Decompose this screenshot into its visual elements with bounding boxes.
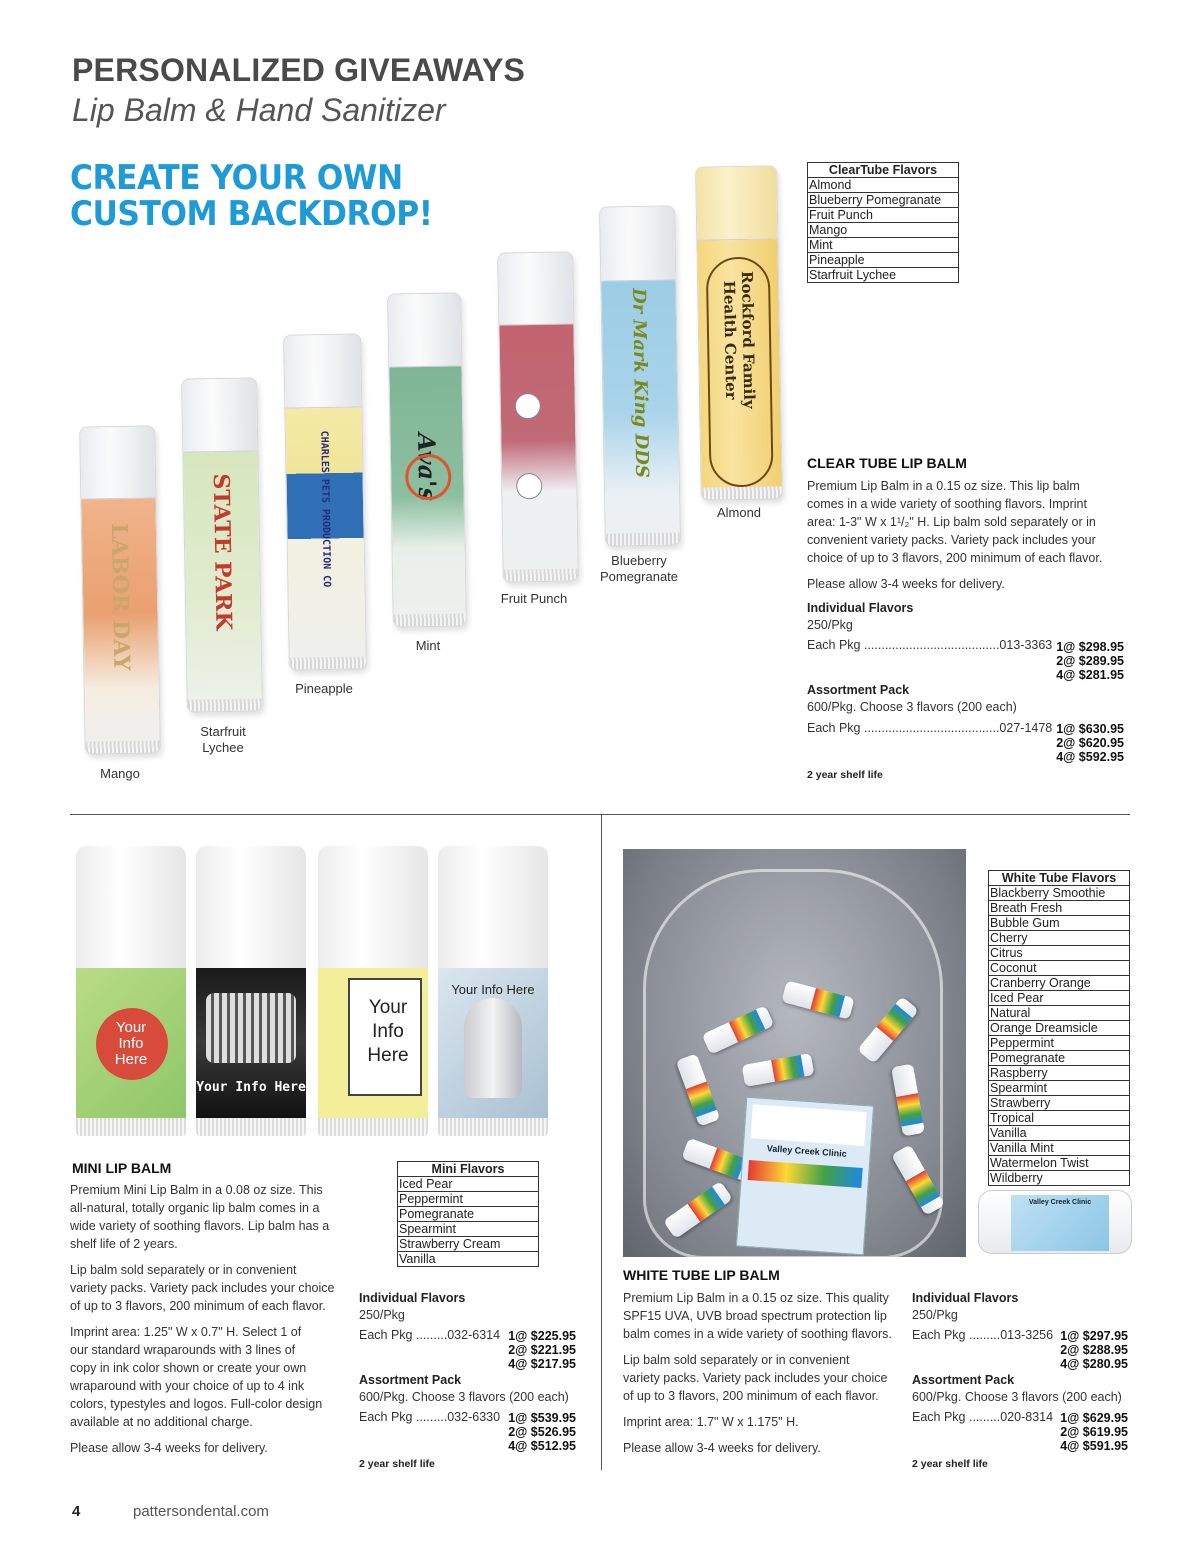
price-tier: 2@ $289.95 — [1056, 654, 1124, 668]
mini-tube-1-text: Here — [114, 1051, 148, 1068]
table-row: Coconut — [989, 961, 1129, 976]
caption-blueberry — [594, 553, 684, 585]
mini-description — [70, 1181, 350, 1457]
white-assort-label: Assortment Pack — [912, 1373, 1015, 1387]
desc-line: Premium Lip Balm in a 0.15 oz size. This lip balm — [807, 479, 1080, 493]
desc-line: convenient variety packs. Variety pack includes your — [807, 533, 1096, 547]
mini-tube-1 — [76, 846, 186, 1136]
clear-assort-sku: Each Pkg .......................................027-1478 — [807, 721, 1053, 735]
caption-mint: Mint — [415, 638, 441, 653]
desc-line: comes in a wide variety of soothing flavors. Imprint — [807, 497, 1087, 511]
table-row: Bubble Gum — [989, 916, 1129, 931]
table-header: Mini Flavors — [398, 1162, 538, 1177]
desc-line: variety packs. Variety pack includes your choice — [623, 1371, 888, 1385]
tube-label-almond — [720, 271, 758, 409]
price-tier: 1@ $539.95 — [508, 1411, 576, 1425]
table-row: Mint — [808, 238, 958, 253]
desc-line: Imprint area: 1.7" W x 1.175" H. — [623, 1415, 799, 1429]
price-tier: 2@ $526.95 — [508, 1425, 576, 1439]
mini-assort-sku: Each Pkg .........032-6330 — [359, 1410, 501, 1424]
page-number: 4 — [72, 1503, 81, 1520]
table-row: Natural — [989, 1006, 1129, 1021]
table-row: Blackberry Smoothie — [989, 886, 1129, 901]
table-header: ClearTube Flavors — [808, 163, 958, 178]
white-individual-sku: Each Pkg .........013-3256 — [912, 1328, 1054, 1342]
desc-line: of up to 3 flavors, 200 minimum of each flavor. — [70, 1299, 326, 1313]
price-tier: 4@ $280.95 — [1060, 1357, 1128, 1371]
table-row: Starfruit Lychee — [809, 268, 897, 282]
mini-tube-4-text: Your Info Here — [451, 982, 535, 997]
caption-starfruit-2: Lychee — [202, 740, 244, 755]
white-individual-label: Individual Flavors — [912, 1291, 1019, 1305]
desc-line: wraparound with your choice of up to 4 ink — [70, 1379, 305, 1393]
tube-fruit-punch — [497, 251, 579, 582]
caption-starfruit-1: Starfruit — [200, 724, 246, 739]
page-subtitle: Lip Balm & Hand Sanitizer — [72, 92, 446, 128]
desc-line: area: 1-3" W x 1¹/₂" H. Lip balm sold separately or in — [807, 515, 1096, 529]
cleartube-flavors-table — [807, 162, 959, 283]
desc-line: Please allow 3-4 weeks for delivery. — [623, 1441, 821, 1455]
table-row: Pineapple — [808, 253, 958, 268]
caption-pineapple: Pineapple — [295, 681, 353, 696]
desc-line: Premium Mini Lip Balm in a 0.08 oz size. This — [70, 1183, 323, 1197]
white-flavors-table — [988, 870, 1130, 1186]
price-tier: 1@ $630.95 — [1056, 722, 1124, 736]
mini-individual-qty: 250/Pkg — [359, 1308, 405, 1322]
desc-line: SPF15 UVA, UVB broad spectrum protection lip — [623, 1309, 887, 1323]
table-row: Cranberry Orange — [989, 976, 1129, 991]
mini-tube-1-text: Your — [115, 1019, 147, 1036]
table-row: Pomegranate — [989, 1051, 1129, 1066]
desc-line: available at no additional charge. — [70, 1415, 253, 1429]
table-row: Spearmint — [989, 1081, 1129, 1096]
mini-title: MINI LIP BALM — [72, 1160, 172, 1176]
mini-individual-label: Individual Flavors — [359, 1291, 466, 1305]
table-row: Iced Pear — [989, 991, 1129, 1006]
price-tier: 4@ $512.95 — [508, 1439, 576, 1453]
table-row: Peppermint — [398, 1192, 538, 1207]
small-tube-label: Valley Creek Clinic — [1011, 1195, 1109, 1251]
clear-individual-prices — [1030, 640, 1124, 682]
white-assort-qty: 600/Pkg. Choose 3 flavors (200 each) — [912, 1390, 1122, 1404]
table-row: Strawberry — [989, 1096, 1129, 1111]
clear-tube-description — [807, 477, 1137, 567]
table-row: Raspberry — [989, 1066, 1129, 1081]
desc-line: of up to 3 flavors, 200 minimum of each flavor. — [623, 1389, 879, 1403]
page-title: PERSONALIZED GIVEAWAYS — [72, 52, 526, 88]
caption-starfruit — [190, 724, 256, 756]
price-tier: 4@ $217.95 — [508, 1357, 576, 1371]
banner-line-2: CUSTOM BACKDROP! — [70, 194, 433, 234]
clear-individual-qty: 250/Pkg — [807, 618, 853, 632]
price-tier: 1@ $225.95 — [508, 1329, 576, 1343]
table-row: Breath Fresh — [989, 901, 1129, 916]
mini-assort-label: Assortment Pack — [359, 1373, 462, 1387]
table-row: Pomegranate — [398, 1207, 538, 1222]
white-assort-sku: Each Pkg .........020-8314 — [912, 1410, 1054, 1424]
table-row: Strawberry Cream — [398, 1237, 538, 1252]
price-tier: 2@ $221.95 — [508, 1343, 576, 1357]
desc-line: our standard wraparounds with 3 lines of — [70, 1343, 296, 1357]
table-row: Tropical — [989, 1111, 1129, 1126]
clear-assort-prices — [1030, 722, 1124, 764]
mini-assort-prices — [498, 1411, 576, 1453]
mini-tube-3-text: Your — [368, 997, 408, 1018]
caption-mango: Mango — [100, 766, 140, 781]
tube-almond — [695, 165, 783, 500]
price-tier: 2@ $620.95 — [1056, 736, 1124, 750]
table-row: Fruit Punch — [808, 208, 958, 223]
tube-pineapple — [283, 333, 367, 670]
clear-assort-qty: 600/Pkg. Choose 3 flavors (200 each) — [807, 700, 1017, 714]
tube-mango — [79, 425, 161, 754]
table-row: Almond — [808, 178, 958, 193]
clear-tube-delivery: Please allow 3-4 weeks for delivery. — [807, 577, 1005, 591]
white-individual-qty: 250/Pkg — [912, 1308, 958, 1322]
desc-line: all-natural, totally organic lip balm comes in a — [70, 1201, 320, 1215]
mini-individual-sku: Each Pkg .........032-6314 — [359, 1328, 501, 1342]
desc-line: balm comes in a wide variety of soothing flavors. — [623, 1327, 892, 1341]
white-assort-prices — [1050, 1411, 1128, 1453]
mini-tube-2-text: Your Info Here — [196, 1080, 306, 1095]
banner-line-1: CREATE YOUR OWN — [70, 158, 403, 198]
mini-tube-3-text: Info — [372, 1021, 404, 1042]
desc-line: Lip balm sold separately or in convenient — [623, 1353, 850, 1367]
section-divider-vertical — [601, 815, 602, 1470]
white-individual-prices — [1050, 1329, 1128, 1371]
table-row: Iced Pear — [398, 1177, 538, 1192]
table-row: Vanilla — [399, 1252, 436, 1266]
clear-assort-label: Assortment Pack — [807, 683, 910, 697]
price-tier: 4@ $591.95 — [1060, 1439, 1128, 1453]
mini-tube-4 — [438, 846, 548, 1136]
mini-shelf-life: 2 year shelf life — [359, 1458, 435, 1470]
tube-label-starfruit: STATE PARK — [207, 472, 237, 631]
mini-tube-3-text: Here — [367, 1045, 409, 1066]
table-row: Watermelon Twist — [989, 1156, 1129, 1171]
tube-label-almond-2: Health Center — [720, 280, 741, 400]
desc-line: Imprint area: 1.25" W x 0.7" H. Select 1 of — [70, 1325, 302, 1339]
desc-line: Please allow 3-4 weeks for delivery. — [70, 1441, 268, 1455]
tube-label-blueberry: Dr Mark King DDS — [627, 287, 653, 478]
mini-individual-prices — [498, 1329, 576, 1371]
price-tier: 1@ $629.95 — [1060, 1411, 1128, 1425]
white-shelf-life: 2 year shelf life — [912, 1458, 988, 1470]
desc-line: wide variety of soothing flavors. Lip balm has a — [70, 1219, 330, 1233]
tube-label-mint: Ava's — [412, 432, 443, 501]
desc-line: choice of up to 3 flavors, 200 minimum of each flavor. — [807, 551, 1103, 565]
small-white-tube — [978, 1190, 1132, 1254]
clear-individual-label: Individual Flavors — [807, 601, 914, 615]
clear-shelf-life: 2 year shelf life — [807, 769, 883, 781]
desc-line: shelf life of 2 years. — [70, 1237, 178, 1251]
table-row: Cherry — [989, 931, 1129, 946]
table-header: White Tube Flavors — [989, 871, 1129, 886]
table-row: Wildberry — [990, 1171, 1043, 1185]
tube-blueberry — [599, 205, 681, 546]
caption-almond: Almond — [716, 505, 762, 520]
tube-label-almond-1: Rockford Family — [737, 270, 759, 409]
mini-tube-3 — [318, 846, 428, 1136]
mini-assort-qty: 600/Pkg. Choose 3 flavors (200 each) — [359, 1390, 569, 1404]
table-row: Citrus — [989, 946, 1129, 961]
tube-label-pineapple: CHARLES PETS PRODUCTION CO — [318, 430, 332, 588]
mini-flavors-table — [397, 1161, 539, 1267]
caption-blueberry-2: Pomegranate — [599, 569, 679, 584]
table-row: Orange Dreamsicle — [989, 1021, 1129, 1036]
footer-url[interactable]: pattersondental.com — [133, 1503, 269, 1520]
price-tier: 4@ $592.95 — [1056, 750, 1124, 764]
clear-individual-sku: Each Pkg .......................................013-3363 — [807, 638, 1053, 652]
desc-line: copy in ink color shown or create your own — [70, 1361, 307, 1375]
caption-fruit-punch: Fruit Punch — [500, 591, 568, 606]
desc-line: Lip balm sold separately or in convenient — [70, 1263, 297, 1277]
desc-line: Premium Lip Balm in a 0.15 oz size. This quality — [623, 1291, 889, 1305]
tube-label-mango: LABOR DAY — [105, 522, 135, 671]
clear-tube-title: CLEAR TUBE LIP BALM — [807, 455, 967, 471]
jar-clinic-name: Valley Creek Clinic — [766, 1143, 848, 1159]
tube-starfruit — [181, 377, 263, 712]
banner-headline — [70, 160, 433, 232]
table-row: Spearmint — [398, 1222, 538, 1237]
table-row: Peppermint — [989, 1036, 1129, 1051]
desc-line: variety packs. Variety pack includes your choice — [70, 1281, 335, 1295]
section-divider-horizontal — [70, 814, 1130, 815]
table-row: Vanilla Mint — [989, 1141, 1129, 1156]
price-tier: 1@ $297.95 — [1060, 1329, 1128, 1343]
price-tier: 4@ $281.95 — [1056, 668, 1124, 682]
price-tier: 2@ $288.95 — [1060, 1343, 1128, 1357]
caption-blueberry-1: Blueberry — [611, 553, 667, 568]
table-row: Blueberry Pomegranate — [808, 193, 958, 208]
white-tube-jar-photo — [623, 849, 966, 1257]
table-row: Mango — [808, 223, 958, 238]
mini-tube-2 — [196, 846, 306, 1136]
desc-line: colors, typestyles and logos. Full-color design — [70, 1397, 323, 1411]
white-description — [623, 1289, 908, 1457]
tube-mint — [387, 292, 467, 627]
table-row: Vanilla — [989, 1126, 1129, 1141]
white-title: WHITE TUBE LIP BALM — [623, 1267, 780, 1283]
price-tier: 1@ $298.95 — [1056, 640, 1124, 654]
price-tier: 2@ $619.95 — [1060, 1425, 1128, 1439]
mini-tube-1-text: Info — [118, 1035, 144, 1052]
